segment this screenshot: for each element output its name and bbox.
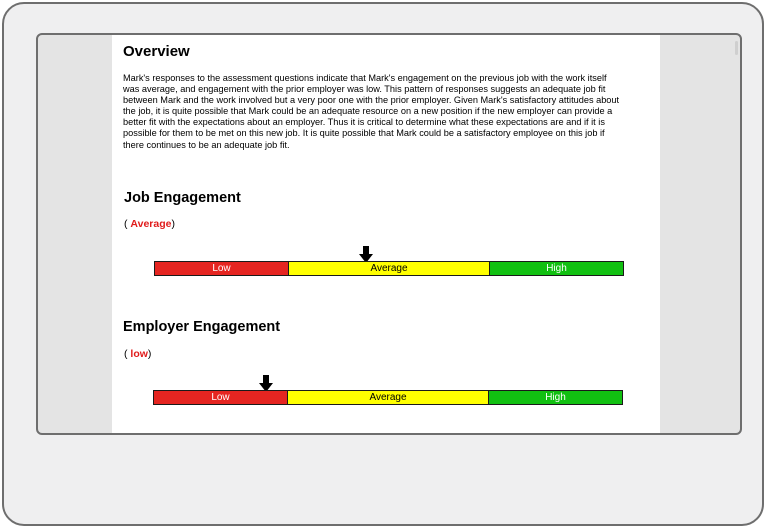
job-engagement-level bbox=[124, 218, 175, 230]
device-frame bbox=[2, 2, 764, 526]
scale-low-segment: Low bbox=[154, 391, 288, 404]
scale-high-segment: High bbox=[489, 391, 622, 404]
report-page bbox=[112, 35, 660, 435]
paren-open: ( bbox=[124, 348, 131, 360]
overview-line: better fit with the expectations about an employer. Thus it is critical to determine what these expectations are and if it is bbox=[123, 117, 605, 128]
employer-engagement-level bbox=[124, 348, 151, 360]
overview-line: possible for them to be met on this new job. It is quite possible that Mark could be a satisfactory employee on this job if bbox=[123, 128, 605, 139]
overview-line: between Mark and the work involved but a very poor one with the prior employer. Given Mark's satisfactory attitudes about bbox=[123, 95, 620, 106]
paren-close: ) bbox=[147, 348, 152, 360]
job-engagement-scale bbox=[154, 261, 624, 276]
scale-low-segment: Low bbox=[155, 262, 289, 275]
overview-line: Mark's responses to the assessment questions indicate that Mark's engagement on the previous job with the work itself bbox=[123, 73, 607, 83]
overview-line: the job, it is quite possible that Mark could be an adequate resource on a new position if the new employer can provide a bbox=[123, 106, 613, 117]
scale-average-segment: Average bbox=[288, 391, 489, 404]
overview-text bbox=[123, 73, 659, 151]
scale-average-segment: Average bbox=[289, 262, 490, 275]
overview-line: there continues to be an adequate job fit. bbox=[123, 139, 290, 150]
employer-engagement-scale bbox=[153, 390, 623, 405]
overview-line: was average, and engagement with the prior employer was low. This pattern of responses suggests an adequate job fit bbox=[123, 84, 606, 95]
scrollbar-thumb[interactable] bbox=[735, 41, 738, 55]
employer-engagement-title: Employer Engagement bbox=[123, 319, 281, 335]
scale-high-segment: High bbox=[490, 262, 623, 275]
paren-open: ( bbox=[124, 218, 131, 230]
job-engagement-title: Job Engagement bbox=[124, 190, 241, 206]
overview-title: Overview bbox=[123, 43, 190, 60]
paren-close: ) bbox=[171, 218, 175, 230]
job-engagement-level-value: Average bbox=[130, 218, 172, 230]
screen bbox=[36, 33, 742, 435]
employer-engagement-level-value: low bbox=[130, 348, 148, 360]
